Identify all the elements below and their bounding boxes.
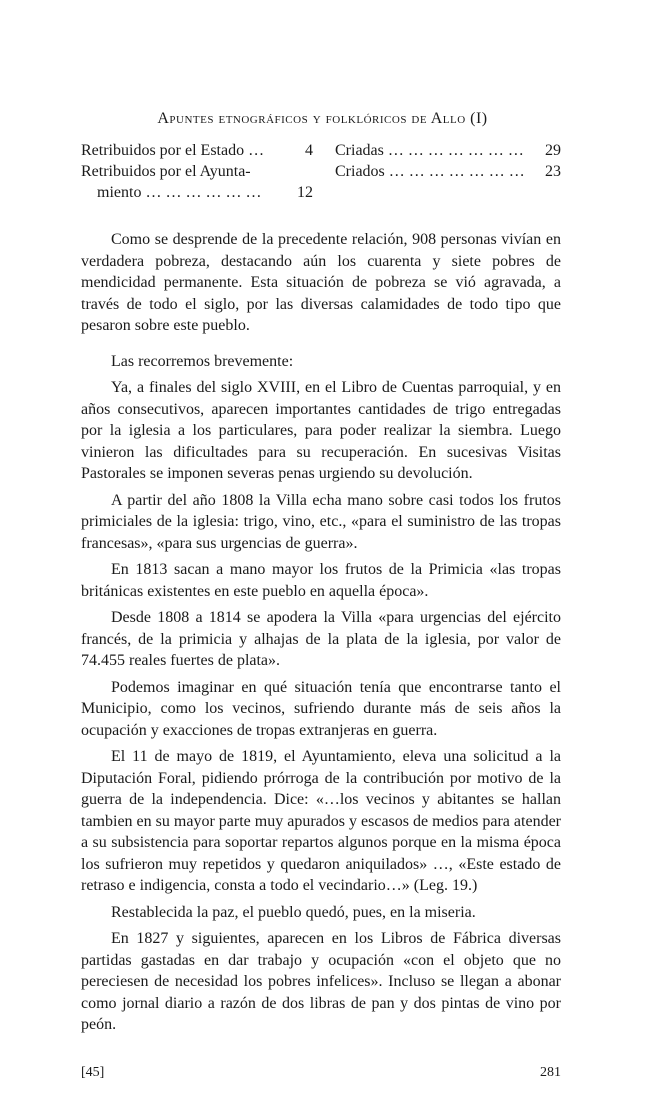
table-row [81,140,313,161]
row-label: Retribuidos por el Estado … [81,142,265,159]
section-reference: [45] [81,1064,105,1080]
row-value: 4 [305,142,313,159]
row-label-continued: miento … … … … … … [97,184,262,201]
row-value: 23 [545,163,561,180]
paragraph: El 11 de mayo de 1819, el Ayuntamiento, eleva una solicitud a la Diputación Foral, pidiendo prórroga de la contribución por motivo de la guerra de la independencia. Dice: «…los vecinos y abitantes se hallan tambien en su mayor parte muy apurados y escasos de medios para atender a su subsistencia para soportar repartos algunos porque en la misma época los sufrieron muy repetidos y quedaron aniquilados» …, «Este estado de retraso e indigencia, consta a todo el vecindario…» (Leg. 19.) [81,748,561,894]
staff-table-left [81,140,313,203]
table-row [335,161,561,182]
paragraph: En 1813 sacan a mano mayor los frutos de la Primicia «las tropas británicas existentes en este pueblo en aquella época». [81,561,561,600]
page-number: 281 [540,1064,561,1080]
staff-tables [81,140,561,203]
paragraph: A partir del año 1808 la Villa echa mano sobre casi todos los frutos primiciales de la iglesia: trigo, vino, etc., «para el suministro de las tropas francesas», «para sus urgencias de guerra». [81,491,561,552]
paragraph: En 1827 y siguientes, aparecen en los Libros de Fábrica diversas partidas gastadas en dar trabajo y ocupación «con el objeto que no pereciesen de necesidad los pobres infelices». Incluso se llegan a abonar como jornal diario a razón de dos libras de pan y dos pintas de vino por peón. [81,930,561,1033]
row-value: 12 [297,184,313,201]
row-value: 29 [545,142,561,159]
paragraph: Como se desprende de la precedente relación, 908 personas vivían en verdadera pobreza, destacando aún los cuarenta y siete pobres de mendicidad permanente. Esta situación de pobreza se vió agravada, a través de todo el siglo, por las diversas calamidades de todo tipo que pesaron sobre este pueblo. [81,231,561,334]
row-label: Criados … … … … … … … [335,163,525,180]
row-label: Retribuidos por el Ayunta- [81,163,251,180]
paragraph: Podemos imaginar en qué situación tenía que encontrarse tanto el Municipio, como los vecinos, sufriendo durante más de seis años la ocupación y exacciones de tropas extranjeras en guerra. [81,678,561,739]
paragraph: Restablecida la paz, el pueblo quedó, pues, en la miseria. [111,903,476,921]
paragraph: Desde 1808 a 1814 se apodera la Villa «para urgencias del ejército francés, de la primicia y alhajas de la plata de la iglesia, por valor de 74.455 reales fuertes de plata». [81,609,561,669]
row-label: Criadas … … … … … … … [335,142,524,159]
staff-table-right [335,140,561,203]
paragraph: Las recorremos brevemente: [111,352,294,370]
running-header: Apuntes etnográficos y folklóricos de Allo (I) [157,110,488,127]
table-row [335,140,561,161]
table-row [81,182,313,203]
paragraph: Ya, a finales del siglo XVIII, en el Libro de Cuentas parroquial, y en años consecutivos, aparecen importantes cantidades de trigo entregadas por la iglesia a los particulares, para poder realizar la siembra. Luego vinieron las dificultades para su recuperación. En sucesivas Visitas Pastorales se imponen severas penas urgiendo su devolución. [81,379,561,482]
body-text [81,229,561,1036]
page-footer [81,1064,561,1102]
table-row [81,161,313,182]
